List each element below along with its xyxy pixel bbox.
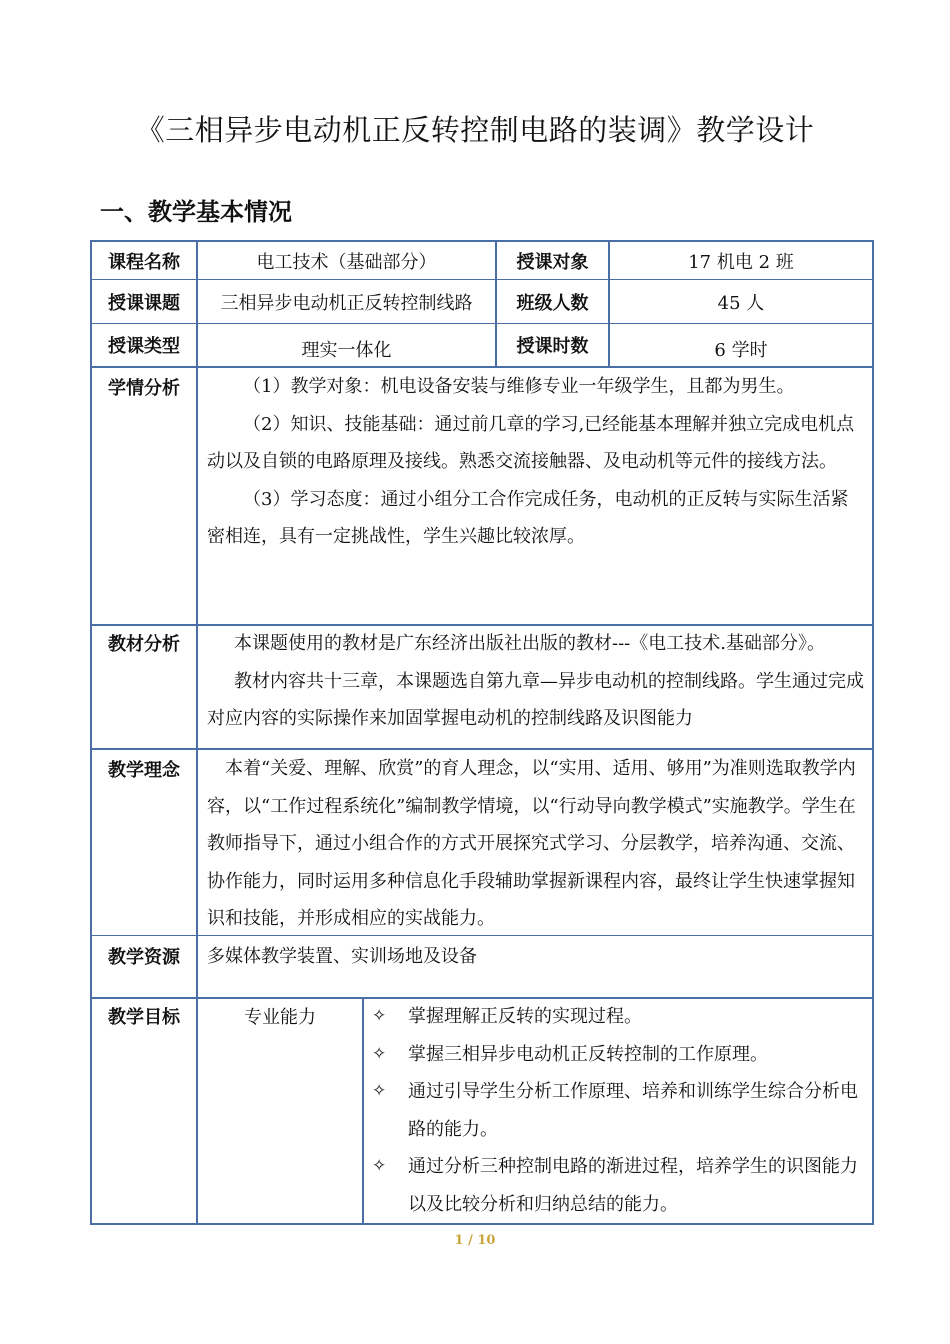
learner-paragraph: （3）学习态度：通过小组分工合作完成任务，电动机的正反转与实际生活紧密相连，具有一定挑战性，学生兴趣比较浓厚。 xyxy=(207,488,849,547)
objective-item: ✧ 通过引导学生分析工作原理、培养和训练学生综合分析电路的能力。 xyxy=(364,1073,866,1148)
document-title: 《三相异步电动机正反转控制电路的装调》教学设计 xyxy=(135,113,815,147)
learner-paragraph: （1）教学对象：机电设备安装与维修专业一年级学生，且都为男生。 xyxy=(243,376,795,397)
topic-value: 三相异步电动机正反转控制线路 xyxy=(220,292,473,314)
hours-label: 授课时数 xyxy=(516,336,589,357)
teaching-resources-label: 教学资源 xyxy=(108,947,180,968)
type-label: 授课类型 xyxy=(108,336,180,357)
learner-analysis-body xyxy=(207,368,865,556)
teaching-objectives-label: 教学目标 xyxy=(108,1007,180,1028)
textbook-paragraph: 教材内容共十三章，本课题选自第九章—异步电动机的控制线路。学生通过完成对应内容的实际操作来加固掌握电动机的控制线路及识图能力 xyxy=(207,670,864,729)
objectives-list xyxy=(364,998,866,1223)
professional-ability-label: 专业能力 xyxy=(244,1007,316,1028)
class-size-label: 班级人数 xyxy=(516,292,589,314)
teaching-philosophy-label: 教学理念 xyxy=(108,760,180,781)
section-heading: 一、教学基本情况 xyxy=(100,198,292,226)
hours-value: 6 学时 xyxy=(714,340,768,361)
topic-label: 授课课题 xyxy=(108,292,180,314)
philosophy-text: 本着“关爱、理解、欣赏”的育人理念，以“实用、适用、够用”为准则选取教学内容，以“工作过程系统化”编制教学情境，以“行动导向教学模式”实施教学。学生在教师指导下，通过小组合作的方式开展探究式学习、分层教学，培养沟通、交流、协作能力，同时运用多种信息化手段辅助掌握新课程内容，最终让学生快速掌握知识和技能，并形成相应的实战能力。 xyxy=(207,758,856,929)
textbook-paragraph: 本课题使用的教材是广东经济出版社出版的教材---《电工技术.基础部分》。 xyxy=(234,633,825,654)
diamond-bullet-icon: ✧ xyxy=(372,1043,387,1064)
objective-item: ✧ 掌握理解正反转的实现过程。 xyxy=(364,998,866,1036)
audience-value: 17 机电 2 班 xyxy=(688,251,794,273)
objectives-list-cell xyxy=(364,998,866,1223)
diamond-bullet-icon: ✧ xyxy=(372,1006,387,1026)
objective-item: ✧ 通过分析三种控制电路的渐进过程，培养学生的识图能力以及比较分析和归纳总结的能力。 xyxy=(364,1148,866,1223)
resources-text: 多媒体教学装置、实训场地及设备 xyxy=(207,946,477,967)
textbook-analysis-body xyxy=(207,625,865,738)
learner-paragraph: （2）知识、技能基础：通过前几章的学习,已经能基本理解并独立完成电机点动以及自锁的电路原理及接线。熟悉交流接触器、及电动机等元件的接线方法。 xyxy=(207,413,855,472)
learner-analysis-label: 学情分析 xyxy=(108,378,180,399)
audience-label: 授课对象 xyxy=(516,251,589,273)
objective-item: ✧ 掌握三相异步电动机正反转控制的工作原理。 xyxy=(364,1036,866,1074)
page-number: 1 / 10 xyxy=(454,1233,496,1248)
course-name-value: 电工技术（基础部分） xyxy=(256,251,437,273)
diamond-bullet-icon: ✧ xyxy=(372,1081,387,1101)
diamond-bullet-icon: ✧ xyxy=(372,1156,387,1176)
course-name-label: 课程名称 xyxy=(108,251,180,273)
teaching-philosophy-body xyxy=(207,750,865,938)
textbook-analysis-label: 教材分析 xyxy=(108,634,180,655)
teaching-resources-body xyxy=(207,938,865,976)
type-value: 理实一体化 xyxy=(301,340,392,361)
class-size-value: 45 人 xyxy=(717,292,765,314)
